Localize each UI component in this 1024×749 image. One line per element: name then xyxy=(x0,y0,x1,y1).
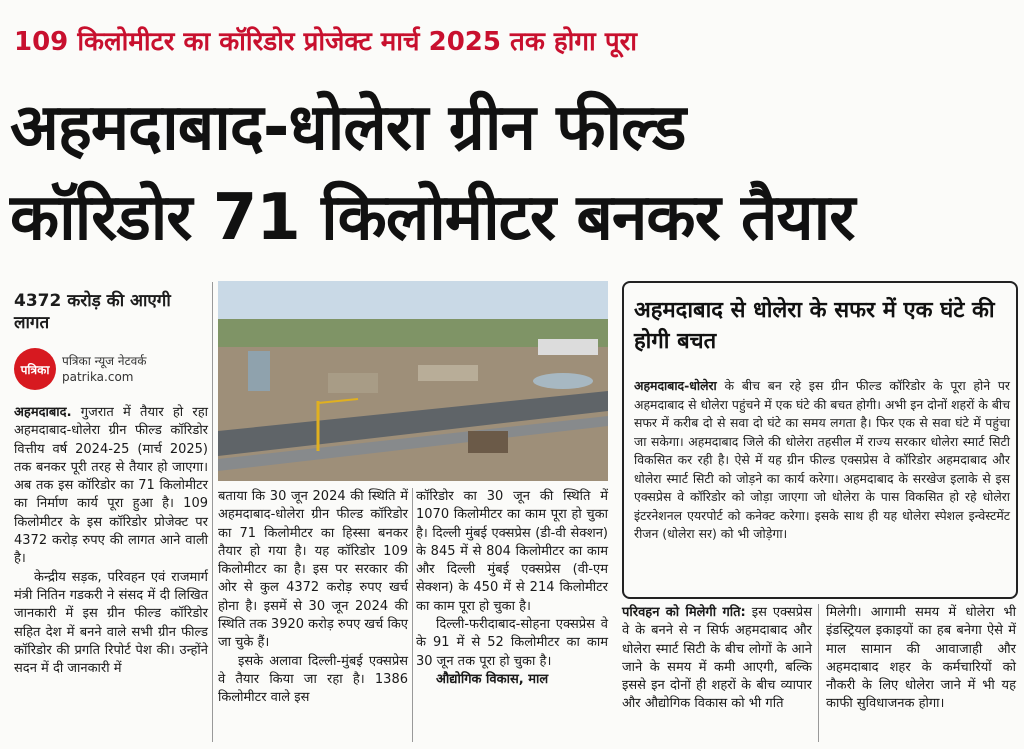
col1-para-2: केन्द्रीय सड़क, परिवहन एवं राजमार्ग मंत्री नितिन गडकरी ने संसद में दी लिखित जानकारी में इस ग्रीन फील्ड कॉरिडोर सहित देश में बनने वाले सभी ग्रीन फील्ड कॉरिडोर की प्रगति रिपोर्ट पेश की। उन्होंने सदन में दी जानकारी में xyxy=(14,569,208,677)
news-photo xyxy=(218,281,608,481)
sidebar-box xyxy=(622,281,1018,599)
col4-lead: परिवहन को मिलेगी गति: xyxy=(622,605,746,620)
column-divider xyxy=(818,604,819,742)
col2-para-1: बताया कि 30 जून 2024 की स्थिति में अहमदाबाद-धोलेरा ग्रीन फील्ड कॉरिडोर का 71 किलोमीटर का हिस्सा बनकर तैयार हो गया है। यह कॉरिडोर 109 किलोमीटर का है। इस पर सरकार की ओर से कुल 4372 करोड़ रुपए खर्च होना है। इसमें से 30 जून 2024 की स्थिति तक 3920 करोड़ रुपए खर्च किए जा चुके हैं। xyxy=(218,489,408,651)
col3-para-2: दिल्ली-फरीदाबाद-सोहना एक्सप्रेस वे के 91 में से 52 किलोमीटर का काम 30 जून तक पूरा हो चुका है। xyxy=(416,617,608,669)
byline-text xyxy=(62,353,147,385)
byline xyxy=(14,348,147,390)
col3-para-3: औद्योगिक विकास, माल xyxy=(436,671,549,687)
col4-text: इस एक्सप्रेस वे के बनने से न सिर्फ अहमदाबाद और धोलेरा स्मार्ट सिटी के बीच लोगों के आने जाने के समय में कमी आएगी, बल्कि इससे इन दोनों ही शहरों के बीच व्यापार और औद्योगिक विकास को भी गति xyxy=(622,605,812,712)
col3-para-1: कॉरिडोर का 30 जून की स्थिति में 1070 किलोमीटर का काम पूरा हो चुका है। दिल्ली मुंबई एक्सप्रेस (डी-वी सेक्शन) के 845 में से 804 किलोमीटर का काम और दिल्ली मुंबई एक्सप्रेस (वी-एम सेक्शन) के 450 में से 214 किलोमीटर का काम पूरा हो चुका है। xyxy=(416,489,608,614)
construction-site-photo xyxy=(218,281,608,481)
box-title: अहमदाबाद से धोलेरा के सफर में एक घंटे की होगी बचत xyxy=(634,298,995,354)
column-divider xyxy=(412,488,413,742)
headline-line-2: कॉरिडोर 71 किलोमीटर बनकर तैयार xyxy=(10,181,855,255)
article-column-3 xyxy=(416,488,608,689)
column-divider xyxy=(212,282,213,742)
box-body xyxy=(634,377,1010,544)
col2-para-2: इसके अलावा दिल्ली-मुंबई एक्सप्रेस वे तैयार किया जा रहा है। 1386 किलोमीटर वाले इस xyxy=(218,653,408,706)
byline-site: patrika.com xyxy=(62,370,134,384)
box-text: के बीच बन रहे इस ग्रीन फील्ड कॉरिडोर के पूरा होने पर अहमदाबाद से धोलेरा पहुंचने में एक घंटे की बचत होगी। अभी इन दोनों शहरों के बीच सफर में करीब दो से सवा दो घंटे का समय लगता है। फिर एक से सवा घंटे में पहुंचा जा सकेगा। अहमदाबाद जिले की धोलेरा तहसील में राज्य सरकार धोलेरा स्मार्ट सिटी विकसित कर रही है। ऐसे में यह ग्रीन फील्ड एक्सप्रेस वे कॉरिडोर अहमदाबाद और धोलेरा स्मार्ट सिटी को जोड़ने का कार्य करेगा। अहमदाबाद के सरखेज इलाके से इस एक्सप्रेस वे कॉरिडोर को जोड़ा जाएगा जो धोलेरा के पास विकसित हो रहे धोलेरा इंटरनेशनल एयरपोर्ट को कनेक्ट करेगा। इसके साथ ही यह धोलेरा स्पेशल इन्वेस्टमेंट रीजन (धोलेरा सर) को भी जोड़ेगा। xyxy=(634,378,1010,541)
article-column-4 xyxy=(622,604,812,714)
col5-text: मिलेगी। आगामी समय में धोलेरा भी इंडस्ट्रियल इकाइयों का हब बनेगा ऐसे में माल सामान की आवाजाही और अहमदाबाद शहर के कर्मचारियों को नौकरी के लिए धोलेरा जाने में भी यह काफी सुविधाजनक होगा। xyxy=(826,605,1016,712)
byline-name: पत्रिका न्यूज नेटवर्क xyxy=(62,354,147,368)
col1-para-1: गुजरात में तैयार हो रहा अहमदाबाद-धोलेरा ग्रीन फील्ड कॉरिडोर वित्तीय वर्ष 2024-25 (मार्च 2025) तक बनकर पूरी तरह से तैयार हो जाएगा। अब तक इस कॉरिडोर का 71 किलोमीटर का निर्माण कार्य पूरा हुआ है। 109 किलोमीटर के इस कॉरिडोर प्रोजेक्ट पर 4372 करोड़ रुपए की लागत आने वाली है। xyxy=(14,405,208,567)
dateline: अहमदाबाद. xyxy=(14,405,72,420)
article-column-1 xyxy=(14,404,208,678)
kicker-headline: 109 किलोमीटर का कॉरिडोर प्रोजेक्ट मार्च 2025 तक होगा पूरा xyxy=(14,27,637,57)
article-column-5 xyxy=(826,604,1016,714)
patrika-logo: पत्रिका xyxy=(14,348,56,390)
subheadline: 4372 करोड़ की आएगी लागत xyxy=(14,291,171,333)
article-column-2 xyxy=(218,488,408,708)
headline-line-1: अहमदाबाद-धोलेरा ग्रीन फील्ड xyxy=(10,91,686,165)
box-lead: अहमदाबाद-धोलेरा xyxy=(634,378,717,393)
